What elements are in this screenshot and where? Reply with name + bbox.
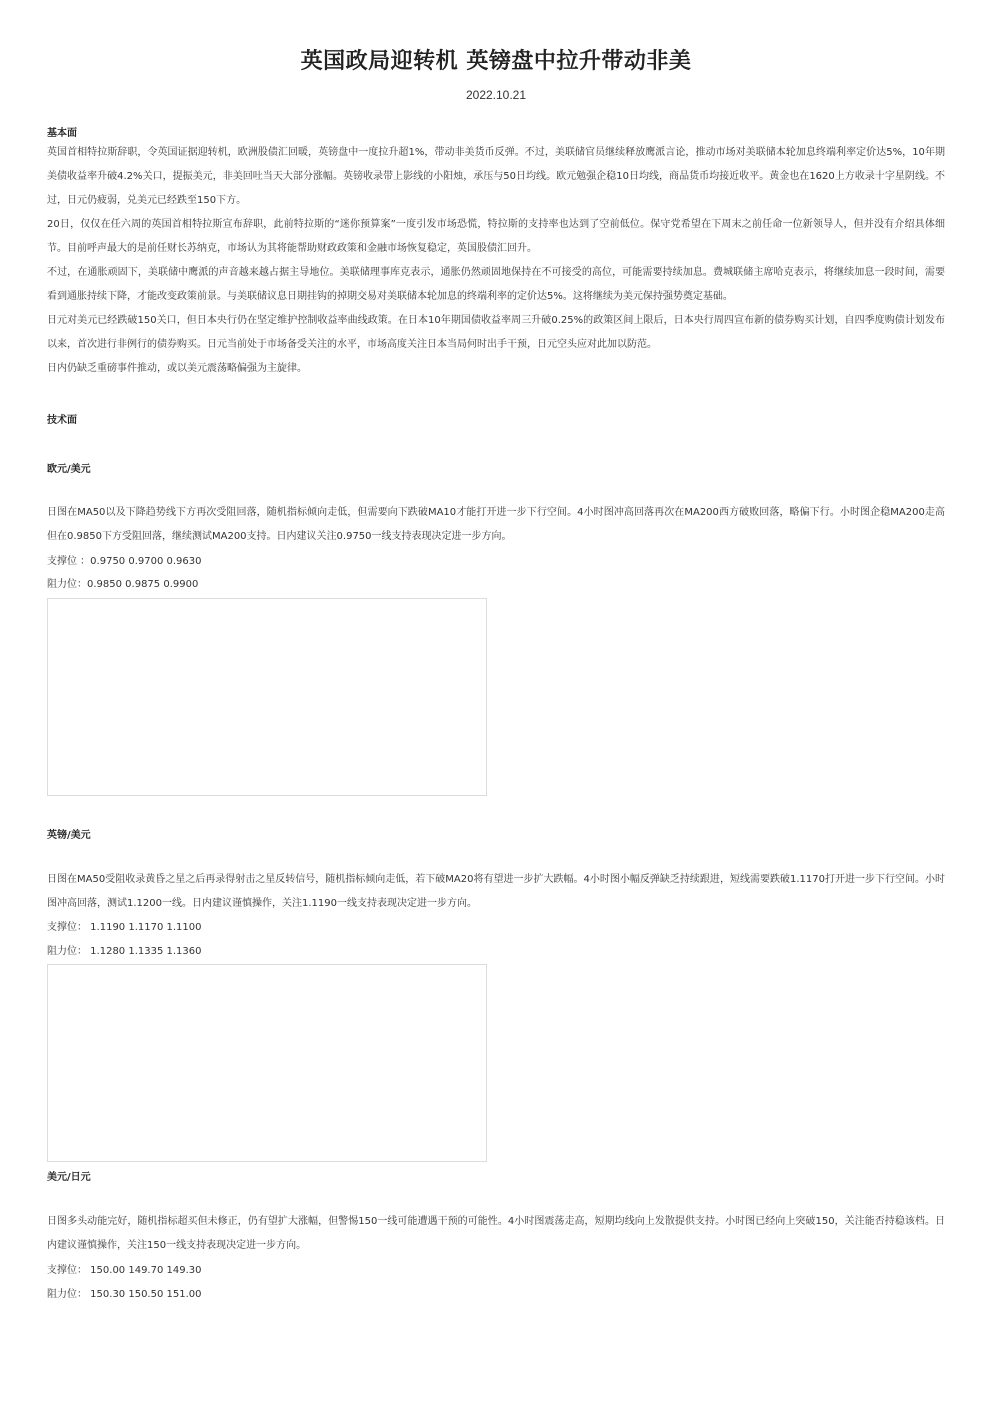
gbpusd-analysis: 日图在MA50受阻收录黄昏之星之后再录得射击之星反转信号，随机指标倾向走低，若下破MA20将有望进一步扩大跌幅。4小时图小幅反弹缺乏持续跟进，短线需要跌破1.1170打开进一步下行空间。小时图冲高回落，测试1.1200一线。日内建议谨慎操作，关注1.1190一线支持表现决定进一步方向。 xyxy=(47,874,945,909)
eurusd-analysis: 日图在MA50以及下降趋势线下方再次受阻回落，随机指标倾向走低，但需要向下跌破MA10才能打开进一步下行空间。4小时图冲高回落再次在MA200西方破败回落，略偏下行。小时图企稳MA200走高但在0.9850下方受阻回落，继续测试MA200支持。日内建议关注0.9750一线支持表现决定进一步方向。 xyxy=(47,507,945,542)
report-date: 2022.10.21 xyxy=(465,88,527,102)
fundamentals-paragraph-2: 20日，仅仅在任六周的英国首相特拉斯宣布辞职，此前特拉斯的“迷你预算案”一度引发市场恐慌，特拉斯的支持率也达到了空前低位。保守党希望在下周末之前任命一位新领导人，但并没有介绍具体细节。目前呼声最大的是前任财长苏纳克，市场认为其将能帮助财政政策和金融市场恢复稳定，英国股债汇回升。 xyxy=(47,219,945,254)
gbpusd-resistance: 阻力位： 1.1280 1.1335 1.1360 xyxy=(47,946,202,957)
usdjpy-heading: 美元/日元 xyxy=(47,1172,91,1183)
eurusd-chart-image xyxy=(47,598,487,796)
fundamentals-paragraph-3: 不过，在通胀顽固下，美联储中鹰派的声音越来越占据主导地位。美联储理事库克表示，通胀仍然顽固地保持在不可接受的高位，可能需要持续加息。费城联储主席哈克表示，将继续加息一段时间，需要看到通胀持续下降，才能改变政策前景。与美联储议息日期挂钩的掉期交易对美联储本轮加息的终端利率的定价达5%。这将继续为美元保持强势奠定基础。 xyxy=(47,267,945,302)
usdjpy-analysis: 日图多头动能完好，随机指标超买但未修正，仍有望扩大涨幅，但警惕150一线可能遭遇干预的可能性。4小时图震荡走高，短期均线向上发散提供支持。小时图已经向上突破150，关注能否持稳该档。日内建议谨慎操作，关注150一线支持表现决定进一步方向。 xyxy=(47,1216,945,1251)
fundamentals-paragraph-4: 日元对美元已经跌破150关口，但日本央行仍在坚定维护控制收益率曲线政策。在日本10年期国债收益率周三升破0.25%的政策区间上限后，日本央行周四宣布新的债券购买计划，自四季度购债计划发布以来，首次进行非例行的债券购买。日元当前处于市场备受关注的水平，市场高度关注日本当局何时出手干预，日元空头应对此加以防范。 xyxy=(47,315,945,350)
technical-heading: 技术面 xyxy=(47,415,77,426)
eurusd-heading: 欧元/美元 xyxy=(47,464,91,475)
fundamentals-paragraph-1: 英国首相特拉斯辞职，令英国证据迎转机，欧洲股债汇回暖，英镑盘中一度拉升超1%，带动非美货币反弹。不过，美联储官员继续释放鹰派言论，推动市场对美联储本轮加息终端利率定价达5%，10年期美债收益率升破4.2%关口，提振美元，非美回吐当天大部分涨幅。英镑收录带上影线的小阳烛，承压与50日均线。欧元勉强企稳10日均线，商品货币均接近收平。黄金也在1620上方收录十字星阴线。不过，日元仍疲弱，兑美元已经跌至150下方。 xyxy=(47,147,945,206)
usdjpy-resistance: 阻力位： 150.30 150.50 151.00 xyxy=(47,1289,202,1300)
eurusd-resistance: 阻力位：0.9850 0.9875 0.9900 xyxy=(47,579,199,590)
usdjpy-support: 支撑位： 150.00 149.70 149.30 xyxy=(47,1265,202,1276)
fundamentals-paragraph-5: 日内仍缺乏重磅事件推动，或以美元震荡略偏强为主旋律。 xyxy=(47,363,307,374)
eurusd-support: 支撑位 ：0.9750 0.9700 0.9630 xyxy=(47,556,202,567)
gbpusd-support: 支撑位： 1.1190 1.1170 1.1100 xyxy=(47,922,202,933)
gbpusd-chart-image xyxy=(47,964,487,1162)
page-title: 英国政局迎转机 英镑盘中拉升带动非美 xyxy=(300,48,692,74)
gbpusd-heading: 英镑/美元 xyxy=(47,830,91,841)
fundamentals-heading: 基本面 xyxy=(47,128,77,139)
